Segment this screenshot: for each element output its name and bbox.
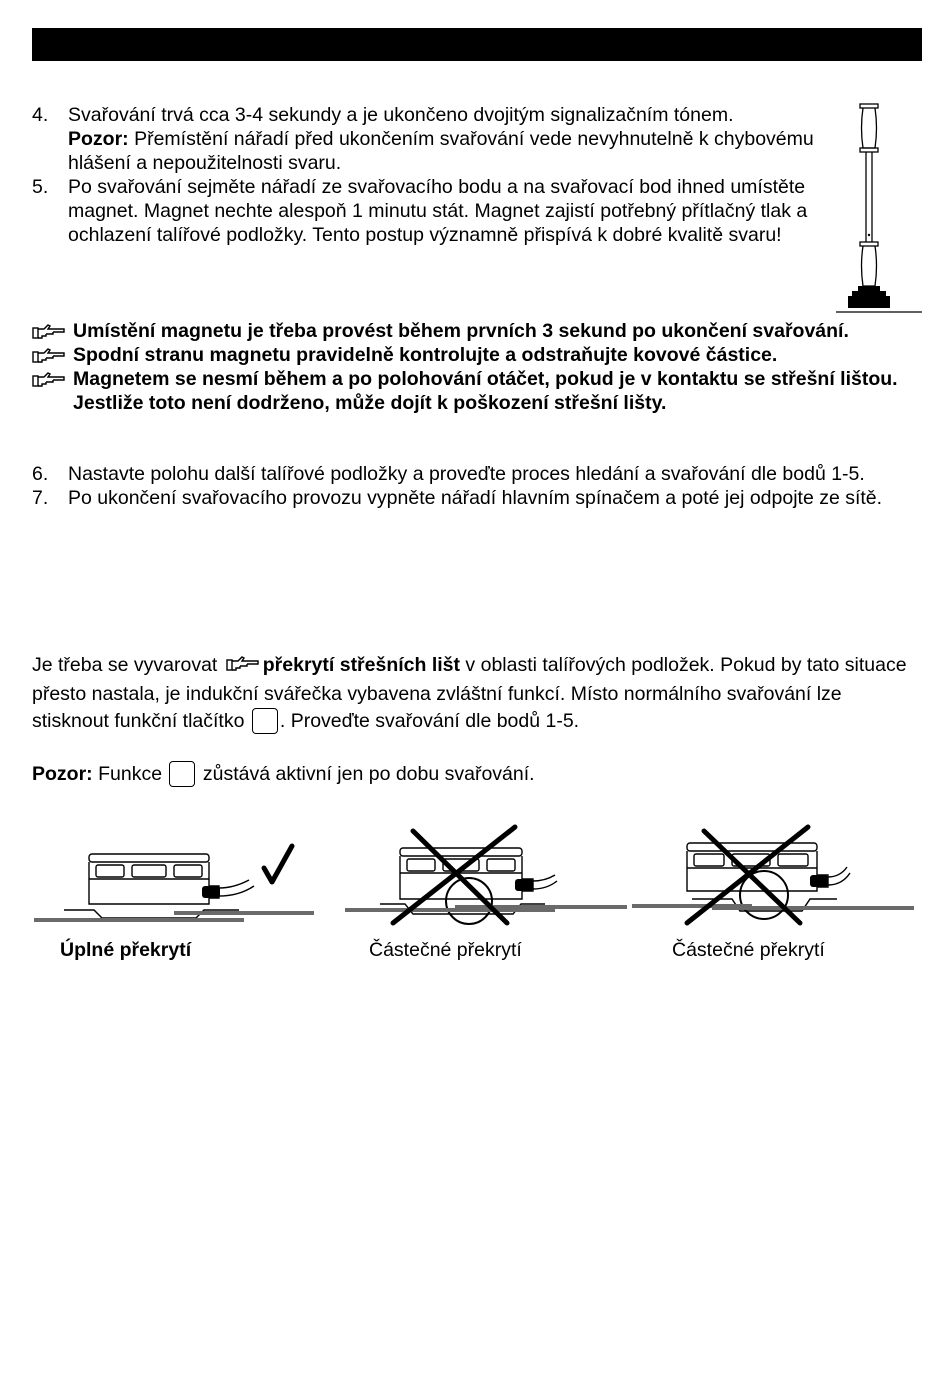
overlap-text: v oblasti talířových podložek. Pokud by tato situace přesto nastala, je indukční svářečka vybavena zvláštní funkcí. Místo normálního svařování lze stisknout funkční tlačítko (32, 654, 907, 732)
step-number: 5. (32, 176, 49, 198)
step-text: Po svařování sejměte nářadí ze svařovacího bodu a na svařovací bod ihned umístěte magnet. Magnet nechte alespoň 1 minutu stát. Magnet zajistí potřebný přítlačný tlak a ochlazení talířové podložky. Tento postup významně přispívá k dobré kvalitě svaru! (68, 176, 808, 246)
checkmark-icon (264, 846, 292, 882)
steps-list-2 (32, 462, 912, 510)
step-text: Nastavte polohu další talířové podložky a proveďte proces hledání a svařování dle bodů 1-5. (68, 463, 865, 485)
pointing-hand-icon (226, 654, 260, 681)
warning-label: Pozor: (32, 763, 93, 785)
warning-text: Přemístění nářadí před ukončením svařování vede nevyhnutelně k chybovému hlášení a nepoužitelnosti svaru. (68, 128, 814, 174)
note-item (32, 319, 912, 343)
function-key-icon (252, 708, 278, 734)
list-item (32, 103, 832, 175)
pointing-hand-icon (32, 343, 73, 367)
step-text: Po ukončení svařovacího provozu vypněte nářadí hlavním spínačem a poté jej odpojte ze sítě. (68, 487, 883, 509)
pointing-hand-icon (32, 367, 73, 415)
steps-list (32, 103, 832, 247)
pointing-hand-icon (32, 319, 73, 343)
figure-caption: Částečné překrytí (369, 939, 522, 961)
step-number: 6. (32, 463, 49, 485)
overlap-text: Je třeba se vyvarovat (32, 654, 223, 676)
note-item (32, 367, 912, 415)
note-text: Magnetem se nesmí během a po polohování otáčet, pokud je v kontaktu se střešní lištou. Jestliže toto není dodrženo, může dojít k poškození střešní lišty. (73, 368, 898, 414)
step-number: 7. (32, 487, 49, 509)
figure-caption: Částečné překrytí (672, 939, 825, 961)
magnet-tool-illustration (836, 100, 926, 323)
overlap-text: . Proveďte svařování dle bodů 1-5. (279, 710, 580, 732)
note-text: Spodní stranu magnetu pravidelně kontrolujte a odstraňujte kovové částice. (73, 344, 778, 366)
figure-full-overlap (34, 838, 334, 935)
notes-list (32, 319, 912, 415)
figure-caption: Úplné překrytí (60, 939, 192, 961)
note-item (32, 343, 912, 367)
figure-partial-overlap-2 (632, 823, 917, 933)
warning-text: Funkce (92, 763, 168, 785)
list-item (32, 486, 912, 510)
step-number: 4. (32, 104, 49, 126)
warning-label: Pozor: (68, 128, 129, 150)
header-bar (32, 28, 922, 61)
list-item (32, 175, 832, 247)
overlap-paragraph (32, 652, 922, 735)
list-item (32, 462, 912, 486)
overlap-term: překrytí střešních lišt (262, 654, 461, 676)
warning-text: zůstává aktivní jen po dobu svařování. (197, 763, 535, 785)
function-key-icon (169, 761, 195, 787)
figure-partial-overlap-1 (345, 823, 630, 933)
note-text: Umístění magnetu je třeba provést během prvních 3 sekund po ukončení svařování. (73, 320, 849, 342)
overlap-warning (32, 761, 535, 788)
step-text: Svařování trvá cca 3-4 sekundy a je ukončeno dvojitým signalizačním tónem. (68, 104, 734, 126)
